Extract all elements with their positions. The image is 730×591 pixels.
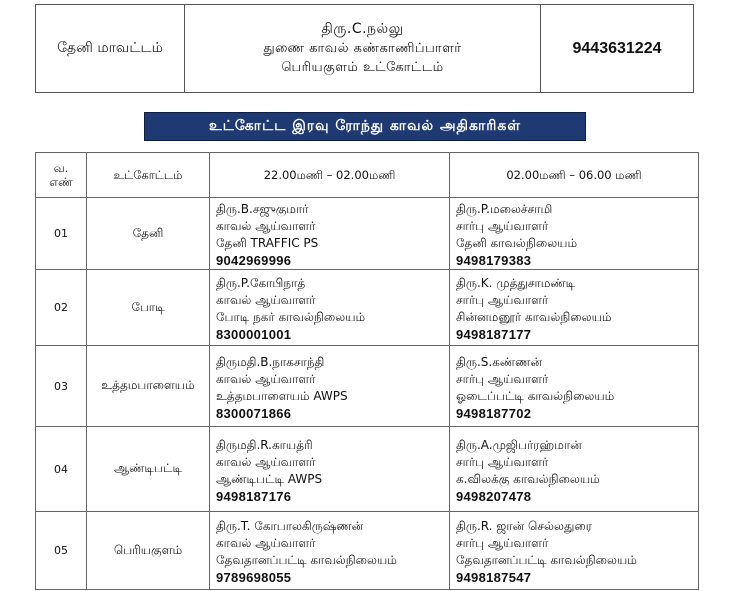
officer-station: போடி நகர் காவல்நிலையம்	[216, 310, 366, 324]
table-header-row	[36, 153, 699, 198]
officer-phone: 9498187176	[216, 488, 292, 504]
officer-rank: சார்பு ஆய்வாளர்	[456, 371, 549, 386]
shift1-cell	[210, 512, 450, 590]
officer-station: தேனி காவல்நிலையம்	[456, 236, 578, 250]
officer-phone: 8300071866	[216, 405, 292, 421]
officer-name: திரு.A.முஜிபர்ரஹ்மான்	[456, 437, 582, 452]
officer-station: தேனி TRAFFIC PS	[216, 236, 319, 250]
subdivision-cell: ஆண்டிபட்டி	[87, 427, 210, 512]
col-serial	[36, 153, 87, 198]
shift2-cell	[450, 427, 699, 512]
col-serial-line1: வ.	[53, 161, 69, 175]
dsp-block	[185, 5, 541, 92]
officer-rank: காவல் ஆய்வாளர்	[216, 454, 316, 469]
officer-station: உத்தமபாளையம் AWPS	[216, 388, 348, 403]
officer-phone: 9042969996	[216, 253, 292, 268]
shift1-cell	[210, 346, 450, 427]
shift2-cell	[450, 512, 699, 590]
officer-rank: சார்பு ஆய்வாளர்	[456, 536, 549, 550]
officer-phone: 9498187177	[456, 327, 532, 342]
col-shift2: 02.00மணி – 06.00 மணி	[450, 153, 699, 198]
officer-rank: காவல் ஆய்வாளர்	[216, 293, 316, 307]
officer-station: க.விலக்கு காவல்நிலையம்	[456, 471, 600, 486]
header-box	[35, 4, 694, 93]
officer-phone: 8300001001	[216, 327, 292, 342]
officer-station: சின்னமனூர் காவல்நிலையம்	[456, 310, 612, 324]
officer-name: திருமதி.R.காயத்ரி	[216, 437, 313, 452]
officer-rank: சார்பு ஆய்வாளர்	[456, 219, 549, 233]
officer-name: திரு.K. முத்துசாமண்டி	[456, 276, 576, 290]
officer-station: ஓடைப்பட்டி காவல்நிலையம்	[456, 388, 615, 403]
subdivision-cell: உத்தமபாளையம்	[87, 346, 210, 427]
table-row	[36, 512, 699, 590]
dsp-name: திரு.C.நல்லு	[321, 21, 404, 37]
officer-rank: காவல் ஆய்வாளர்	[216, 371, 316, 386]
officer-phone: 9498207478	[456, 488, 532, 504]
serial-cell: 04	[36, 427, 87, 512]
serial-cell: 02	[36, 270, 87, 346]
dsp-division: பெரியகுளம் உட்கோட்டம்	[281, 60, 444, 75]
serial-cell: 01	[36, 198, 87, 270]
col-subdivision: உட்கோட்டம்	[87, 153, 210, 198]
serial-cell: 03	[36, 346, 87, 427]
shift1-cell	[210, 427, 450, 512]
officer-phone: 9498179383	[456, 253, 532, 268]
table-row	[36, 427, 699, 512]
officer-name: திரு.B.சஜுகுமார்	[216, 202, 309, 216]
subdivision-cell: தேனி	[87, 198, 210, 270]
subdivision-cell: போடி	[87, 270, 210, 346]
officer-rank: சார்பு ஆய்வாளர்	[456, 454, 549, 469]
officer-station: ஆண்டிபட்டி AWPS	[216, 471, 323, 486]
shift1-cell	[210, 198, 450, 270]
officer-phone: 9789698055	[216, 570, 292, 585]
dsp-rank: துணை காவல் கண்காணிப்பாளர்	[263, 41, 462, 56]
officer-rank: காவல் ஆய்வாளர்	[216, 219, 316, 233]
serial-cell: 05	[36, 512, 87, 590]
officer-name: திரு.T. கோபாலகிருஷ்ணன்	[216, 519, 364, 533]
shift2-cell	[450, 346, 699, 427]
officer-name: திரு.P.மலைச்சாமி	[456, 202, 553, 216]
officer-name: திருமதி.B.நாகசாந்தி	[216, 354, 325, 369]
officer-rank: காவல் ஆய்வாளர்	[216, 536, 316, 550]
officer-phone: 9498187702	[456, 405, 532, 421]
col-shift1: 22.00மணி – 02.00மணி	[210, 153, 450, 198]
shift1-cell	[210, 270, 450, 346]
district-name: தேனி மாவட்டம்	[36, 5, 185, 92]
dsp-phone: 9443631224	[572, 39, 662, 57]
table-row	[36, 346, 699, 427]
officer-rank: சார்பு ஆய்வாளர்	[456, 293, 549, 307]
patrol-table	[35, 152, 699, 590]
subdivision-cell: பெரியகுளம்	[87, 512, 210, 590]
shift2-cell	[450, 270, 699, 346]
table-row	[36, 270, 699, 346]
officer-name: திரு.S.கண்ணன்	[456, 354, 543, 369]
officer-name: திரு.P.கோபிநாத்	[216, 276, 306, 290]
shift2-cell	[450, 198, 699, 270]
officer-station: தேவதானப்பட்டி காவல்நிலையம்	[456, 553, 637, 567]
officer-name: திரு.R. ஜான் செல்லதுரை	[456, 519, 592, 533]
section-banner: உட்கோட்ட இரவு ரோந்து காவல் அதிகாரிகள்	[144, 112, 586, 141]
table-row	[36, 198, 699, 270]
col-serial-line2: எண்	[49, 175, 73, 189]
officer-phone: 9498187547	[456, 570, 532, 585]
officer-station: தேவதானப்பட்டி காவல்நிலையம்	[216, 553, 397, 567]
